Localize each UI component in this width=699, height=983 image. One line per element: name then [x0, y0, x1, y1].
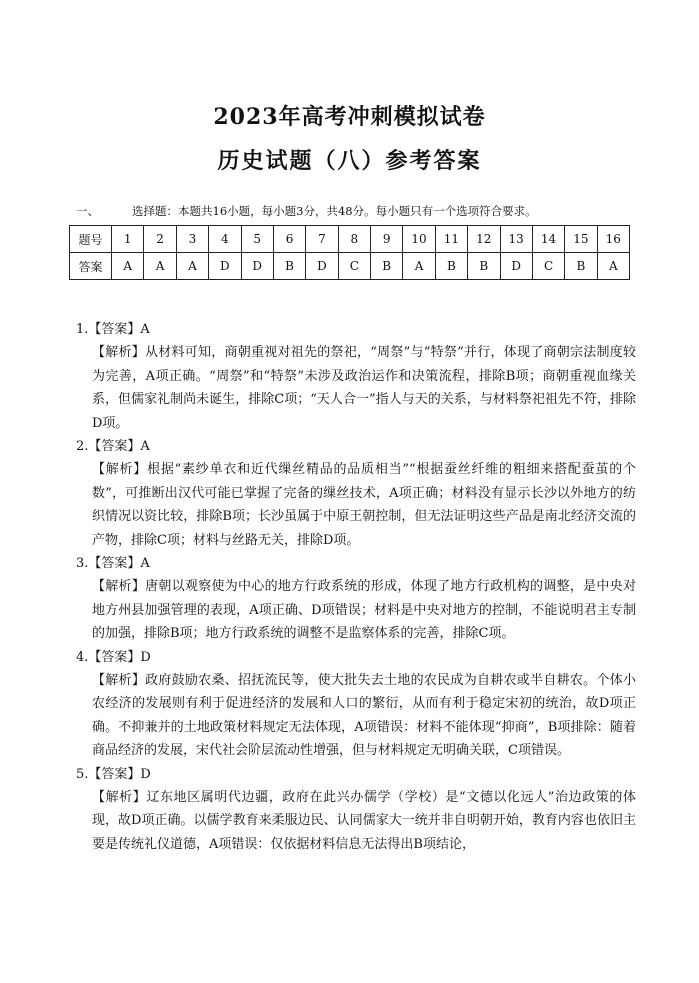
table-cell: 3 — [176, 226, 208, 253]
table-cell: D — [209, 253, 241, 280]
table-cell: 14 — [532, 226, 564, 253]
question-item — [76, 763, 636, 857]
table-cell: 1 — [112, 226, 144, 253]
table-row-numbers — [70, 226, 630, 253]
table-cell: A — [597, 253, 629, 280]
question-item — [76, 318, 636, 435]
row-label-question: 题号 — [70, 226, 112, 253]
row-label-answer: 答案 — [70, 253, 112, 280]
table-cell: 6 — [273, 226, 305, 253]
section-number: 一、 — [76, 204, 99, 218]
table-cell: A — [112, 253, 144, 280]
table-cell: D — [500, 253, 532, 280]
table-cell: A — [176, 253, 208, 280]
question-item — [76, 435, 636, 552]
table-cell: A — [403, 253, 435, 280]
question-explanations — [76, 318, 636, 856]
answer-line: 2.【答案】A — [76, 439, 150, 454]
table-cell: B — [435, 253, 467, 280]
table-cell: 13 — [500, 226, 532, 253]
explanation-text: 【解析】政府鼓励农桑、招抚流民等，使大批失去土地的农民成为自耕农或半自耕农。个体小农经济的发展则有利于促进经济的发展和人口的繁衍，从而有利于稳定宋初的统治，故D项正确。不抑兼并的土地政策材料规定无法体现，A项错误：材料不能体现“抑商”，B项排除：随着商品经济的发展，宋代社会阶层流动性增强，但与材料规定无明确关联，C项错误。 — [92, 672, 636, 758]
table-cell: B — [565, 253, 597, 280]
table-cell: 2 — [144, 226, 176, 253]
table-cell: B — [371, 253, 403, 280]
exam-title: 2023年高考冲刺模拟试卷 — [213, 104, 486, 130]
table-cell: D — [306, 253, 338, 280]
table-cell: 11 — [435, 226, 467, 253]
table-cell: 15 — [565, 226, 597, 253]
table-cell: 7 — [306, 226, 338, 253]
answer-line: 4.【答案】D — [76, 649, 151, 665]
question-item — [76, 646, 636, 763]
explanation-text: 【解析】从材料可知，商朝重视对祖先的祭祀，“周祭”与“特祭”并行，体现了商朝宗法制度较为完善，A项正确。“周祭”和“特祭”未涉及政治运作和决策流程，排除B项；商朝重视血缘关系，但儒家礼制尚未诞生，排除C项；“天人合一”指人与天的关系，与材料祭祀祖先不符，排除D项。 — [92, 345, 636, 431]
table-cell: 12 — [468, 226, 500, 253]
answer-table — [69, 225, 630, 280]
table-cell: 9 — [371, 226, 403, 253]
explanation-text: 【解析】唐朝以观察使为中心的地方行政系统的形成，体现了地方行政机构的调整，是中央对地方州县加强管理的表现，A项正确、D项错误；材料是中央对地方的控制，不能说明君主专制的加强，排除B项；地方行政系统的调整不是监察体系的完善，排除C项。 — [92, 579, 636, 641]
table-row-answers — [70, 253, 630, 280]
table-cell: 10 — [403, 226, 435, 253]
exam-subtitle: 历史试题（八）参考答案 — [217, 148, 482, 174]
explanation-text: 【解析】根据“素纱单衣和近代缫丝精品的品质相当”“根据蚕丝纤维的粗细来搭配蚕茧的个数”，可推断出汉代可能已掌握了完备的缫丝技术，A项正确；材料没有显示长沙以外地方的纺织情况以资比较，排除B项；长沙虽属于中原王朝控制，但无法证明这些产品是南北经济交流的产物，排除C项；材料与丝路无关，排除D项。 — [92, 462, 636, 548]
table-cell: A — [144, 253, 176, 280]
question-item — [76, 552, 636, 646]
table-cell: 8 — [338, 226, 370, 253]
section-instruction-text: 选择题：本题共16小题，每小题3分，共48分。每小题只有一个选项符合要求。 — [132, 204, 537, 218]
table-cell: C — [338, 253, 370, 280]
table-cell: C — [532, 253, 564, 280]
answer-line: 1.【答案】A — [76, 322, 150, 337]
table-cell: 4 — [209, 226, 241, 253]
table-cell: B — [468, 253, 500, 280]
table-cell: 5 — [241, 226, 273, 253]
table-cell: D — [241, 253, 273, 280]
answer-line: 5.【答案】D — [76, 766, 151, 782]
section-instruction — [76, 203, 636, 219]
explanation-text: 【解析】辽东地区属明代边疆，政府在此兴办儒学（学校）是“文德以化远人”治边政策的体现，故D项正确。以儒学教育来柔服边民、认同儒家大一统并非自明朝开始，教育内容也依旧主要是传统礼仪道德，A项错误：仅依据材料信息无法得出B项结论， — [92, 789, 636, 852]
table-cell: B — [273, 253, 305, 280]
answer-line: 3.【答案】A — [76, 556, 150, 571]
table-cell: 16 — [597, 226, 629, 253]
